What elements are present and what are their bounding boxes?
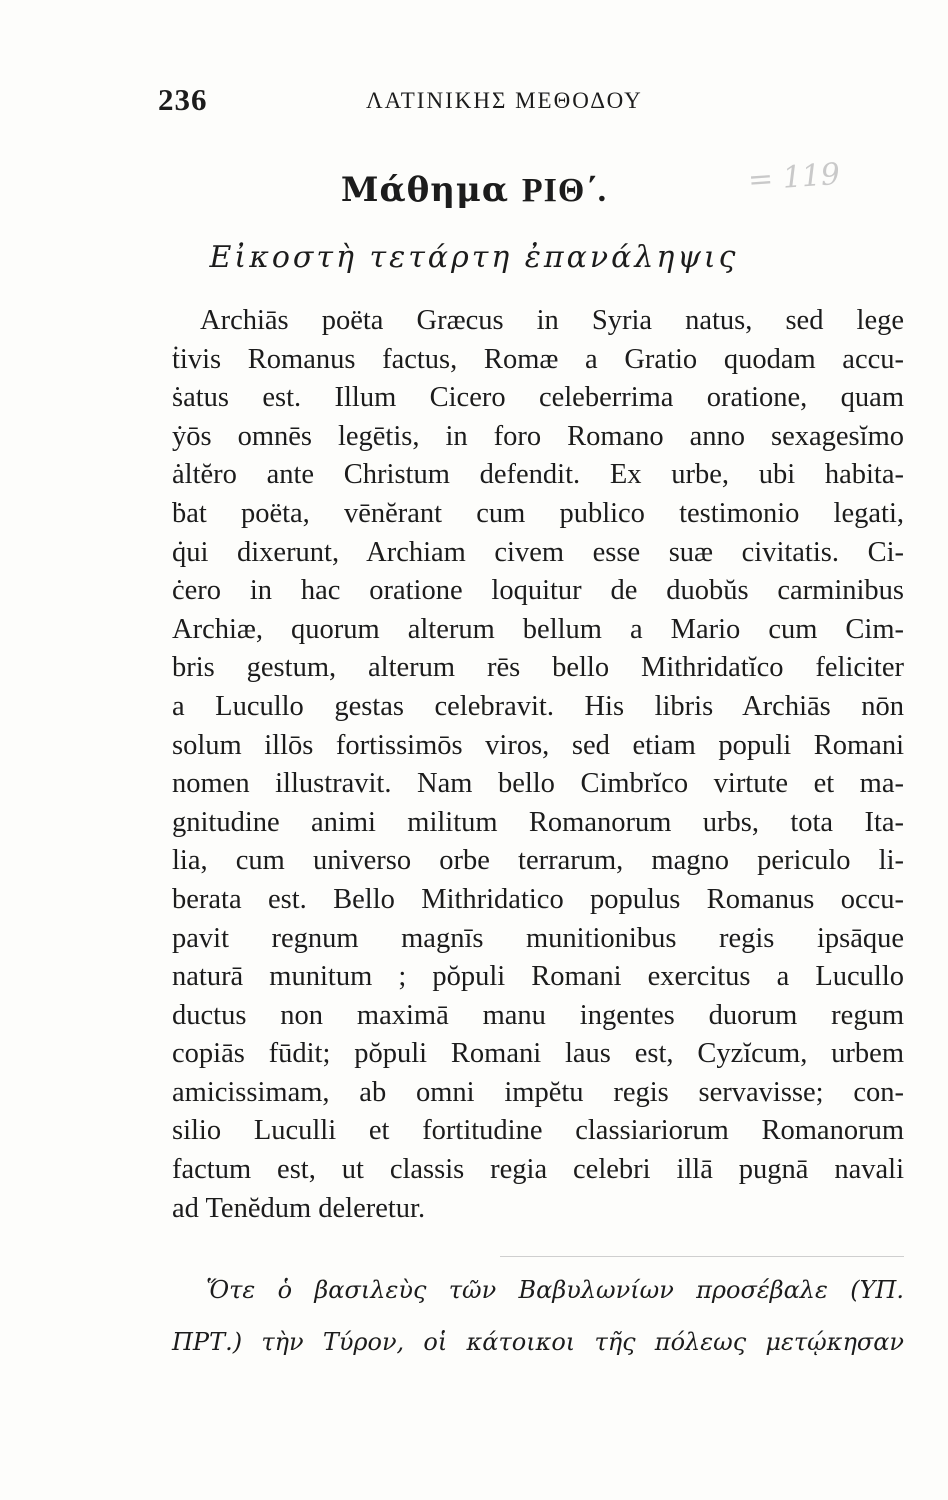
text-line: factum est, ut classis regia celebri illā pugnā navali (172, 1154, 904, 1186)
text-line: naturā munitum ; pŏpuli Romani exercitus a Lucullo (172, 961, 904, 993)
running-head (158, 82, 808, 122)
text-line: solum illōs fortissimōs viros, sed etiam populi Romani (172, 729, 904, 761)
text-line: copiās fūdit; pŏpuli Romani laus est, Cyzĭcum, urbem (172, 1038, 904, 1070)
text-line: ṡatus est. Illum Cicero celeberrima oratione, quam (172, 382, 904, 414)
running-title: ΛΑΤΙΝΙΚΗΣ ΜΕΘΟΔΟΥ (366, 88, 643, 113)
text-line: ḃat poëta, vēnĕrant cum publico testimonio legati, (172, 497, 904, 529)
text-line: Archiās poëta Græcus in Syria natus, sed lege (200, 305, 904, 336)
text-line: ductus non maximā manu ingentes duorum regum (172, 999, 904, 1031)
text-line: gnitudine animi militum Romanorum urbs, tota Ita- (172, 806, 904, 838)
greek-line: ΠΡΤ.) τὴν Τύρον, οἱ κάτοικοι τῆς πόλεως μετῴκησαν (172, 1328, 904, 1356)
section-heading: Εἰκοστὴ τετάρτη ἐπανάληψις (209, 240, 739, 275)
text-line: ċero in hac oratione loquitur de duobŭs carminibus (172, 575, 904, 607)
text-line: bris gestum, alterum rēs bello Mithridatĭco feliciter (172, 652, 904, 684)
text-line: Archiæ, quorum alterum bellum a Mario cum Cim- (172, 613, 904, 645)
text-line: pavit regnum magnīs munitionibus regis ipsāque (172, 922, 904, 954)
text-line: a Lucullo gestas celebravit. His libris Archiās nōn (172, 690, 904, 722)
page-number: 236 (158, 82, 208, 117)
greek-passage (172, 1264, 904, 1368)
text-line: ad Tenĕdum deleretur. (172, 1192, 426, 1224)
lesson-number: ΡΙΘ΄. (521, 172, 608, 209)
lesson-word: Μάθημα (340, 170, 510, 210)
text-line: amicissimam, ab omni impĕtu regis servavisse; con- (172, 1076, 904, 1108)
text-line: ẏōs omnēs legētis, in foro Romano anno sexagesĭmo (172, 420, 904, 452)
text-line: q̇ui dixerunt, Archiam civem esse suæ civitatis. Ci- (172, 536, 904, 568)
text-line: ṫivis Romanus factus, Romæ a Gratio quodam accu- (172, 343, 904, 375)
text-line: lia, cum universo orbe terrarum, magno periculo li- (172, 845, 904, 877)
greek-line: Ὅτε ὁ βασιλεὺς τῶν Βαβυλωνίων προσέβαλε (ΥΠ. (206, 1276, 904, 1304)
text-line: ȧltĕro ante Christum defendit. Ex urbe, ubi habita- (172, 459, 904, 491)
text-line: berata est. Bello Mithridatico populus Romanus occu- (172, 883, 904, 915)
handwritten-annotation: = 119 (746, 156, 842, 199)
section-rule (500, 1256, 904, 1257)
latin-passage (172, 302, 904, 1228)
text-line: silio Luculli et fortitudine classiariorum Romanorum (172, 1115, 904, 1147)
text-line: nomen illustravit. Nam bello Cimbrĭco virtute et ma- (172, 768, 904, 800)
